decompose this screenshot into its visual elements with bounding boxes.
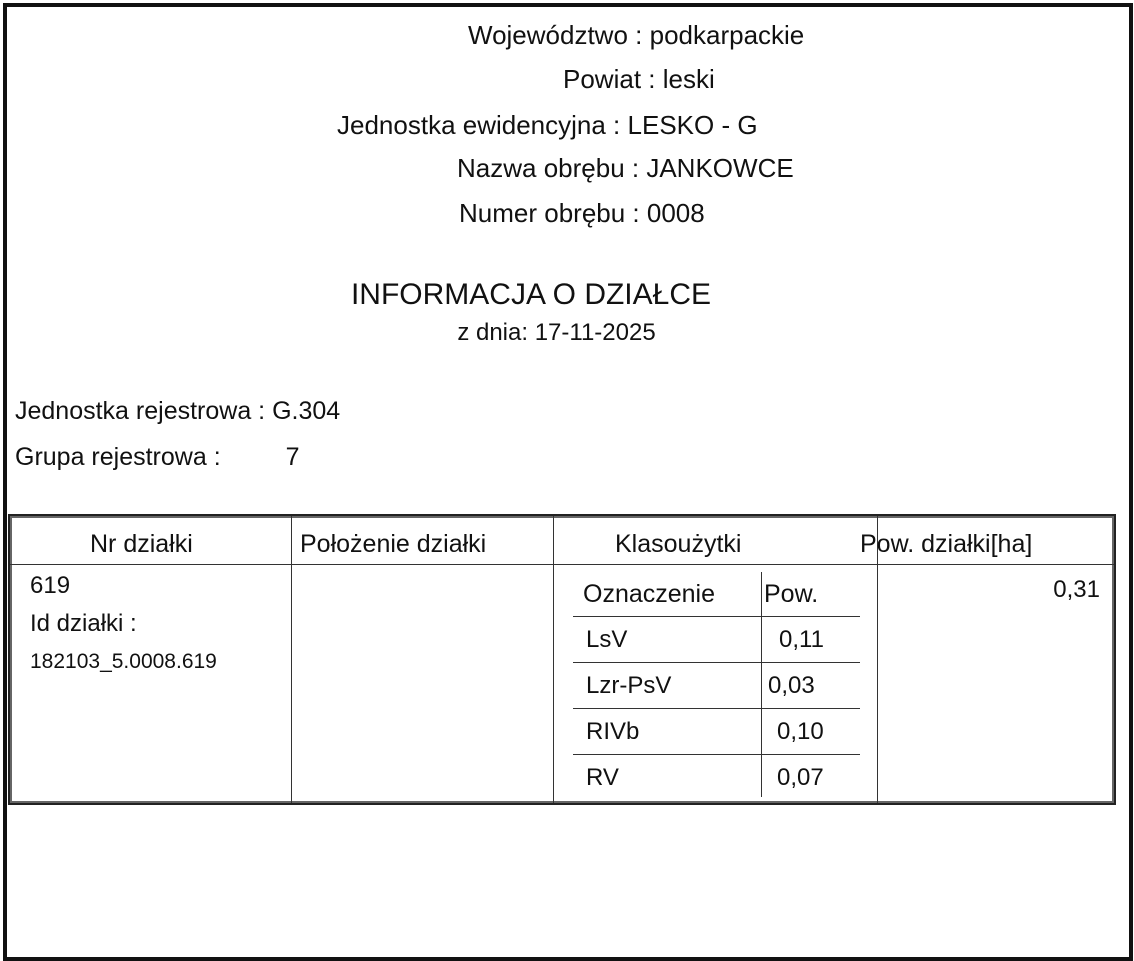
header-divider <box>10 564 1114 565</box>
klasouzytek-pow: 0,11 <box>779 626 824 653</box>
wojewodztwo-label: Województwo : <box>468 20 643 50</box>
document-frame <box>3 3 1133 961</box>
subtable-header-oznaczenie: Oznaczenie <box>583 580 716 608</box>
pow-dzialki-value: 0,31 <box>1053 576 1100 603</box>
klasouzytek-pow: 0,10 <box>777 718 824 745</box>
jednostka-rejestrowa-row <box>15 397 340 426</box>
nr-dzialki-value: 619 <box>30 572 71 599</box>
subtable-rule <box>573 708 860 709</box>
jednostka-rejestrowa-value: G.304 <box>272 397 341 425</box>
nazwa-obrebu-row <box>457 153 794 183</box>
wojewodztwo-row <box>468 20 804 50</box>
nazwa-obrebu-value: JANKOWCE <box>646 153 794 183</box>
wojewodztwo-value: podkarpackie <box>649 20 805 50</box>
subtable-rule <box>573 754 860 755</box>
powiat-row <box>563 64 715 94</box>
klasouzytek-oznaczenie: LsV <box>586 626 628 653</box>
subtable-rule <box>573 616 860 617</box>
numer-obrebu-label: Numer obrębu : <box>459 198 640 228</box>
jednostka-ewidencyjna-label: Jednostka ewidencyjna : <box>337 110 621 140</box>
id-dzialki-value: 182103_5.0008.619 <box>30 650 217 673</box>
jednostka-rejestrowa-label: Jednostka rejestrowa : <box>15 397 266 425</box>
col-divider <box>553 516 554 803</box>
powiat-label: Powiat : <box>563 64 656 94</box>
klasouzytek-oznaczenie: RIVb <box>586 718 640 745</box>
subtable-divider <box>761 572 762 797</box>
numer-obrebu-row <box>459 198 705 228</box>
grupa-rejestrowa-value: 7 <box>285 443 300 471</box>
nazwa-obrebu-label: Nazwa obrębu : <box>457 153 640 183</box>
col-header-polozenie: Położenie działki <box>300 530 487 558</box>
col-header-pow-dzialki: Pow. działki[ha] <box>860 530 1033 558</box>
jednostka-ewidencyjna-row <box>337 110 758 140</box>
klasouzytek-pow: 0,07 <box>777 764 824 791</box>
document-title: INFORMACJA O DZIAŁCE <box>350 278 712 311</box>
col-header-klasouzytki: Klasoużytki <box>615 530 742 558</box>
klasouzytek-oznaczenie: RV <box>586 764 619 791</box>
grupa-rejestrowa-label: Grupa rejestrowa : <box>15 443 221 471</box>
col-divider <box>291 516 292 803</box>
jednostka-ewidencyjna-value: LESKO - G <box>627 110 758 140</box>
document-date: z dnia: 17-11-2025 <box>457 319 656 346</box>
col-divider <box>877 516 878 803</box>
grupa-rejestrowa-row <box>15 443 300 472</box>
klasouzytek-oznaczenie: Lzr-PsV <box>586 672 672 699</box>
powiat-value: leski <box>662 64 715 94</box>
klasouzytek-pow: 0,03 <box>768 672 815 699</box>
col-header-nr-dzialki: Nr działki <box>90 530 193 558</box>
subtable-header-pow: Pow. <box>764 580 819 608</box>
subtable-rule <box>573 662 860 663</box>
numer-obrebu-value: 0008 <box>646 198 705 228</box>
id-dzialki-label: Id działki : <box>30 610 137 637</box>
plot-table <box>8 514 1116 805</box>
